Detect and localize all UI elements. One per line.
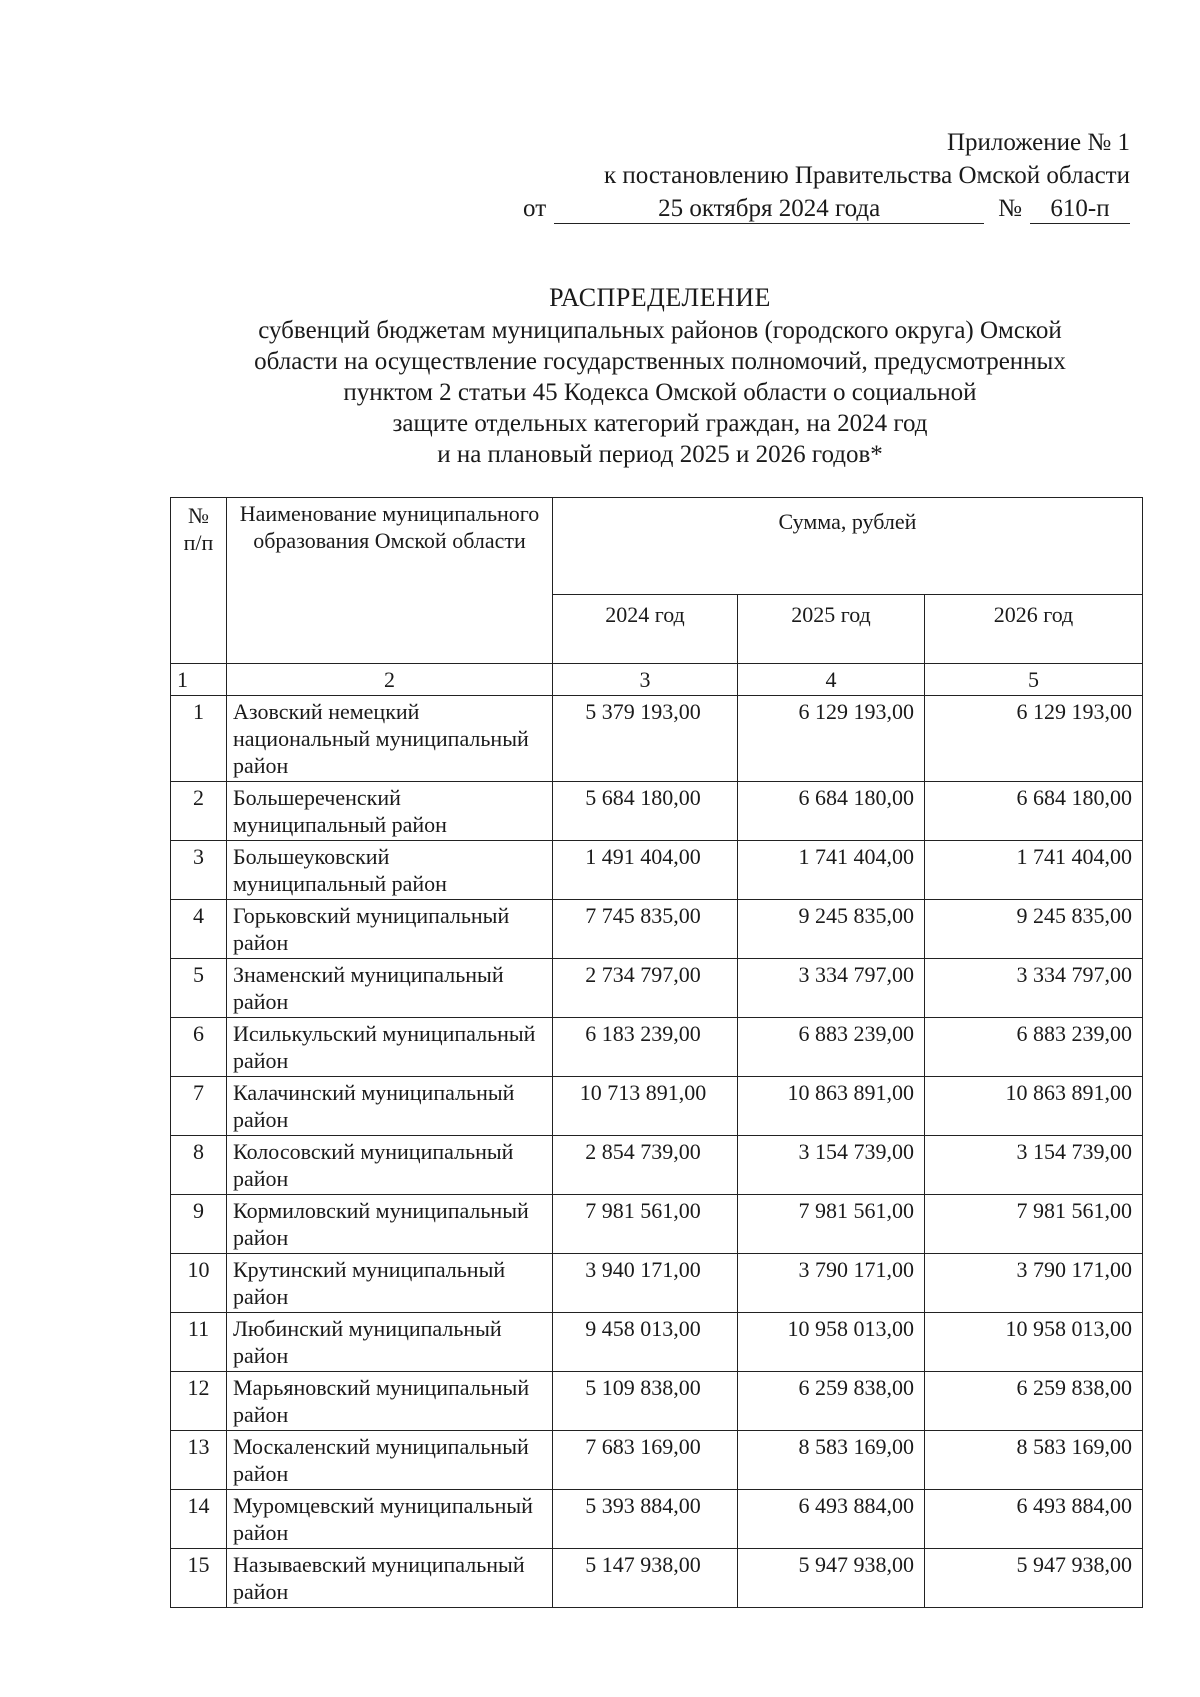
appendix-decree: к постановлению Правительства Омской области [603, 162, 1130, 189]
row-name: Москаленский муниципальный район [227, 1431, 553, 1490]
value-2024: 7 683 169,00 [553, 1431, 738, 1490]
number-label: № [998, 195, 1022, 222]
appendix-title: Приложение № 1 [946, 129, 1130, 156]
decree-number: 610-п [1030, 195, 1130, 224]
value-2024: 5 379 193,00 [553, 696, 738, 782]
row-number: 14 [171, 1490, 227, 1549]
row-number: 1 [171, 696, 227, 782]
value-2025: 3 154 739,00 [738, 1136, 925, 1195]
row-name: Горьковский муниципальный район [227, 900, 553, 959]
value-2024: 2 734 797,00 [553, 959, 738, 1018]
value-2025: 6 129 193,00 [738, 696, 925, 782]
table-row [171, 1136, 1143, 1195]
header-year-2025: 2025 год [738, 595, 925, 664]
table-row [171, 1372, 1143, 1431]
value-2024: 2 854 739,00 [553, 1136, 738, 1195]
row-number: 7 [171, 1077, 227, 1136]
value-2025: 9 245 835,00 [738, 900, 925, 959]
value-2025: 10 863 891,00 [738, 1077, 925, 1136]
title-line: и на плановый период 2025 и 2026 годов* [437, 441, 883, 468]
decree-date: 25 октября 2024 года [554, 195, 984, 224]
table-row [171, 1018, 1143, 1077]
document-title [180, 282, 1140, 470]
table-row [171, 841, 1143, 900]
row-number: 2 [171, 782, 227, 841]
value-2026: 5 947 938,00 [925, 1549, 1143, 1608]
row-name: Муромцевский муниципальный район [227, 1490, 553, 1549]
row-name: Марьяновский муниципальный район [227, 1372, 553, 1431]
title-heading: РАСПРЕДЕЛЕНИЕ [549, 283, 771, 312]
row-name: Крутинский муниципальный район [227, 1254, 553, 1313]
appendix-date-row [523, 192, 1130, 225]
distribution-table [170, 497, 1143, 1608]
value-2025: 6 493 884,00 [738, 1490, 925, 1549]
table-row [171, 1549, 1143, 1608]
row-number: 8 [171, 1136, 227, 1195]
table-row [171, 1254, 1143, 1313]
row-number: 5 [171, 959, 227, 1018]
value-2026: 10 863 891,00 [925, 1077, 1143, 1136]
header-name: Наименование муниципального образования Омской области [227, 498, 553, 664]
table-row [171, 1490, 1143, 1549]
value-2024: 10 713 891,00 [553, 1077, 738, 1136]
value-2026: 6 883 239,00 [925, 1018, 1143, 1077]
value-2025: 10 958 013,00 [738, 1313, 925, 1372]
column-index: 1 [171, 664, 227, 696]
title-line: защите отдельных категорий граждан, на 2024 год [392, 410, 928, 437]
table-row [171, 900, 1143, 959]
row-number: 15 [171, 1549, 227, 1608]
row-name: Большереченский муниципальный район [227, 782, 553, 841]
value-2026: 9 245 835,00 [925, 900, 1143, 959]
row-name: Называевский муниципальный район [227, 1549, 553, 1608]
value-2025: 6 684 180,00 [738, 782, 925, 841]
table-row [171, 1313, 1143, 1372]
value-2025: 6 259 838,00 [738, 1372, 925, 1431]
value-2026: 6 259 838,00 [925, 1372, 1143, 1431]
value-2024: 3 940 171,00 [553, 1254, 738, 1313]
column-index-row [171, 664, 1143, 696]
row-name: Любинский муниципальный район [227, 1313, 553, 1372]
value-2026: 3 790 171,00 [925, 1254, 1143, 1313]
row-number: 11 [171, 1313, 227, 1372]
row-name: Исилькульский муниципальный район [227, 1018, 553, 1077]
value-2026: 3 154 739,00 [925, 1136, 1143, 1195]
value-2025: 7 981 561,00 [738, 1195, 925, 1254]
row-name: Калачинский муниципальный район [227, 1077, 553, 1136]
value-2026: 8 583 169,00 [925, 1431, 1143, 1490]
value-2025: 1 741 404,00 [738, 841, 925, 900]
value-2026: 7 981 561,00 [925, 1195, 1143, 1254]
row-name: Азовский немецкий национальный муниципальный район [227, 696, 553, 782]
column-index: 4 [738, 664, 925, 696]
value-2026: 3 334 797,00 [925, 959, 1143, 1018]
value-2024: 5 684 180,00 [553, 782, 738, 841]
value-2024: 6 183 239,00 [553, 1018, 738, 1077]
table-row [171, 1431, 1143, 1490]
row-name: Знаменский муниципальный район [227, 959, 553, 1018]
row-number: 13 [171, 1431, 227, 1490]
row-name: Большеуковский муниципальный район [227, 841, 553, 900]
value-2025: 5 947 938,00 [738, 1549, 925, 1608]
value-2024: 7 745 835,00 [553, 900, 738, 959]
value-2025: 8 583 169,00 [738, 1431, 925, 1490]
column-index: 2 [227, 664, 553, 696]
row-number: 10 [171, 1254, 227, 1313]
row-number: 12 [171, 1372, 227, 1431]
header-number: № п/п [171, 498, 227, 664]
column-index: 5 [925, 664, 1143, 696]
value-2025: 3 334 797,00 [738, 959, 925, 1018]
appendix-block [523, 126, 1130, 225]
value-2024: 5 109 838,00 [553, 1372, 738, 1431]
from-label: от [523, 195, 547, 222]
value-2026: 6 493 884,00 [925, 1490, 1143, 1549]
value-2025: 3 790 171,00 [738, 1254, 925, 1313]
column-index: 3 [553, 664, 738, 696]
row-number: 3 [171, 841, 227, 900]
row-number: 4 [171, 900, 227, 959]
header-year-2024: 2024 год [553, 595, 738, 664]
value-2026: 6 129 193,00 [925, 696, 1143, 782]
table-row [171, 959, 1143, 1018]
value-2026: 10 958 013,00 [925, 1313, 1143, 1372]
table-row [171, 1077, 1143, 1136]
row-name: Кормиловский муниципальный район [227, 1195, 553, 1254]
header-year-2026: 2026 год [925, 595, 1143, 664]
title-line: области на осуществление государственных полномочий, предусмотренных [254, 348, 1066, 375]
value-2024: 5 393 884,00 [553, 1490, 738, 1549]
value-2024: 5 147 938,00 [553, 1549, 738, 1608]
table-row [171, 696, 1143, 782]
value-2024: 1 491 404,00 [553, 841, 738, 900]
row-name: Колосовский муниципальный район [227, 1136, 553, 1195]
value-2026: 1 741 404,00 [925, 841, 1143, 900]
header-sum: Сумма, рублей [553, 498, 1143, 595]
table-row [171, 1195, 1143, 1254]
value-2024: 7 981 561,00 [553, 1195, 738, 1254]
title-line: субвенций бюджетам муниципальных районов (городского округа) Омской [258, 317, 1062, 344]
row-number: 9 [171, 1195, 227, 1254]
title-line: пунктом 2 статьи 45 Кодекса Омской области о социальной [343, 379, 977, 406]
value-2025: 6 883 239,00 [738, 1018, 925, 1077]
value-2026: 6 684 180,00 [925, 782, 1143, 841]
value-2024: 9 458 013,00 [553, 1313, 738, 1372]
table-row [171, 782, 1143, 841]
row-number: 6 [171, 1018, 227, 1077]
